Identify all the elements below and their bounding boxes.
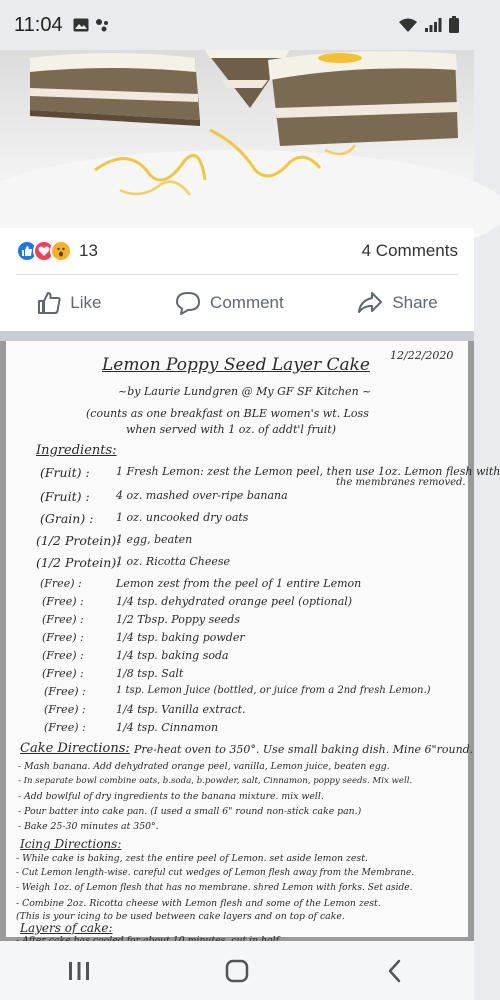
wifi-icon bbox=[398, 17, 418, 33]
share-label: Share bbox=[392, 293, 438, 312]
ingredient-text: 1/8 tsp. Salt bbox=[116, 667, 184, 680]
recipe-note-line2: when served with 1 oz. of addt'l fruit) bbox=[126, 423, 337, 436]
cake-step: - Pour batter into cake pan. (I used a small 6" round non-stick cake pan.) bbox=[18, 806, 362, 817]
back-icon bbox=[384, 958, 406, 984]
recipe-paper bbox=[6, 341, 500, 937]
ingredient-tag: (Free) : bbox=[42, 649, 84, 662]
ingredient-text: 1/4 tsp. dehydrated orange peel (optional) bbox=[116, 595, 353, 608]
ingredient-text: 1/4 tsp. baking soda bbox=[116, 649, 229, 662]
post-actions bbox=[0, 275, 474, 331]
ingredient-text: 1/4 tsp. baking powder bbox=[116, 631, 245, 644]
image-notification-icon bbox=[73, 18, 89, 32]
recipe-title: Lemon Poppy Seed Layer Cake bbox=[102, 355, 370, 375]
thumbs-up-icon bbox=[36, 290, 62, 316]
assistant-notification-icon bbox=[95, 18, 111, 32]
ingredient-text: 1 Fresh Lemon: zest the Lemon peel, then use 1oz. Lemon flesh with bbox=[116, 465, 500, 478]
ingredient-text: 1 tsp. Lemon Juice (bottled, or juice from a 2nd fresh Lemon.) bbox=[116, 685, 431, 696]
recipe-note-photo[interactable] bbox=[0, 341, 500, 941]
post-separator bbox=[0, 331, 474, 341]
cake-step: - Bake 25-30 minutes at 350°. bbox=[18, 821, 159, 832]
system-nav-bar bbox=[0, 941, 474, 1000]
ingredient-tag: (Fruit) : bbox=[40, 465, 90, 480]
cake-step: - Add bowlful of dry ingredients to the banana mixture. mix well. bbox=[18, 791, 324, 802]
post-card bbox=[0, 228, 474, 331]
status-time: 11:04 bbox=[14, 13, 63, 36]
ingredient-extra: the membranes removed. bbox=[336, 477, 466, 488]
ingredient-tag: (Fruit) : bbox=[40, 489, 90, 504]
ingredient-tag: (Free) : bbox=[42, 631, 84, 644]
comment-label: Comment bbox=[210, 293, 284, 312]
comment-bubble-icon bbox=[174, 290, 202, 316]
cake-slice-left bbox=[30, 53, 200, 126]
ingredient-tag: (1/2 Protein): bbox=[36, 555, 121, 570]
ingredient-text: 4 oz. mashed over-ripe banana bbox=[116, 489, 288, 502]
status-bar bbox=[0, 0, 474, 50]
cake-image bbox=[0, 50, 474, 228]
icing-step: - Combine 2oz. Ricotta cheese with Lemon flesh and some of the Lemon zest. bbox=[16, 898, 381, 909]
recent-apps-button[interactable] bbox=[49, 951, 109, 991]
like-label: Like bbox=[70, 293, 102, 312]
icing-step: - Cut Lemon length-wise. careful cut wedges of Lemon flesh away from the Membrane. bbox=[16, 868, 415, 878]
icing-step: - While cake is baking, zest the entire peel of Lemon. set aside lemon zest. bbox=[16, 853, 368, 864]
ingredient-tag: (1/2 Protein): bbox=[36, 533, 121, 548]
recipe-note-line1: (counts as one breakfast on BLE women's wt. Loss bbox=[86, 407, 369, 420]
signal-icon bbox=[424, 17, 442, 33]
ingredient-tag: (Free) : bbox=[44, 721, 86, 734]
cake-directions-first: Pre-heat oven to 350°. Use small baking dish. Mine 6"round. bbox=[134, 743, 474, 756]
recent-apps-icon bbox=[67, 960, 91, 982]
ingredient-tag: (Free) : bbox=[42, 667, 84, 680]
ingredient-text: 1/4 tsp. Cinnamon bbox=[116, 721, 219, 734]
ingredient-tag: (Free) : bbox=[42, 613, 84, 626]
home-button[interactable] bbox=[207, 951, 267, 991]
recipe-byline: ~by Laurie Lundgren @ My GF SF Kitchen ~ bbox=[118, 385, 372, 398]
ingredient-tag: (Free) : bbox=[42, 595, 84, 608]
ingredient-text: Lemon zest from the peel of 1 entire Lemon bbox=[116, 577, 362, 590]
wow-reaction-icon bbox=[50, 240, 72, 262]
ingredient-tag: (Free) : bbox=[44, 703, 86, 716]
ingredient-text: 1 oz. uncooked dry oats bbox=[116, 511, 249, 524]
icing-step: (This is your icing to be used between cake layers and on top of cake. bbox=[16, 911, 345, 922]
reaction-icons[interactable] bbox=[16, 240, 67, 262]
cake-step: - In separate bowl combine oats, b.soda, b.powder, salt, Cinnamon, poppy seeds. Mix well. bbox=[18, 776, 413, 786]
cake-photo[interactable] bbox=[0, 50, 474, 228]
ingredient-text: 1/2 Tbsp. Poppy seeds bbox=[116, 613, 240, 626]
home-icon bbox=[224, 958, 250, 984]
back-button[interactable] bbox=[365, 951, 425, 991]
icing-directions-heading: Icing Directions: bbox=[20, 837, 122, 851]
cake-slice-right bbox=[268, 51, 458, 146]
share-arrow-icon bbox=[356, 290, 384, 316]
recipe-date: 12/22/2020 bbox=[390, 349, 454, 362]
ingredient-tag: (Free) : bbox=[40, 577, 82, 590]
status-right-icons bbox=[398, 16, 460, 34]
ingredient-tag: (Grain) : bbox=[40, 511, 94, 526]
icing-step: - Weigh 1oz. of Lemon flesh that has no membrane. shred Lemon with forks. Set aside. bbox=[16, 883, 413, 893]
like-button[interactable] bbox=[36, 290, 101, 316]
share-button[interactable] bbox=[356, 290, 437, 316]
battery-icon bbox=[448, 16, 460, 34]
comments-count-link[interactable]: 4 Comments bbox=[361, 241, 458, 260]
ingredient-text: 1/4 tsp. Vanilla extract. bbox=[116, 703, 246, 716]
reaction-count[interactable]: 13 bbox=[79, 241, 98, 260]
reactions-row bbox=[0, 228, 474, 274]
ingredient-tag: (Free) : bbox=[44, 685, 86, 698]
layers-heading: Layers of cake: bbox=[20, 921, 113, 935]
comment-button[interactable] bbox=[174, 290, 284, 316]
cake-directions-heading: Cake Directions: bbox=[20, 741, 130, 756]
ingredient-text: 1 egg, beaten bbox=[116, 533, 193, 546]
ingredients-heading: Ingredients: bbox=[36, 443, 117, 458]
ingredient-text: 1 oz. Ricotta Cheese bbox=[116, 555, 231, 568]
cake-step: - Mash banana. Add dehydrated orange peel, vanilla, Lemon juice, beaten egg. bbox=[18, 761, 390, 772]
status-left-icons bbox=[73, 18, 111, 32]
